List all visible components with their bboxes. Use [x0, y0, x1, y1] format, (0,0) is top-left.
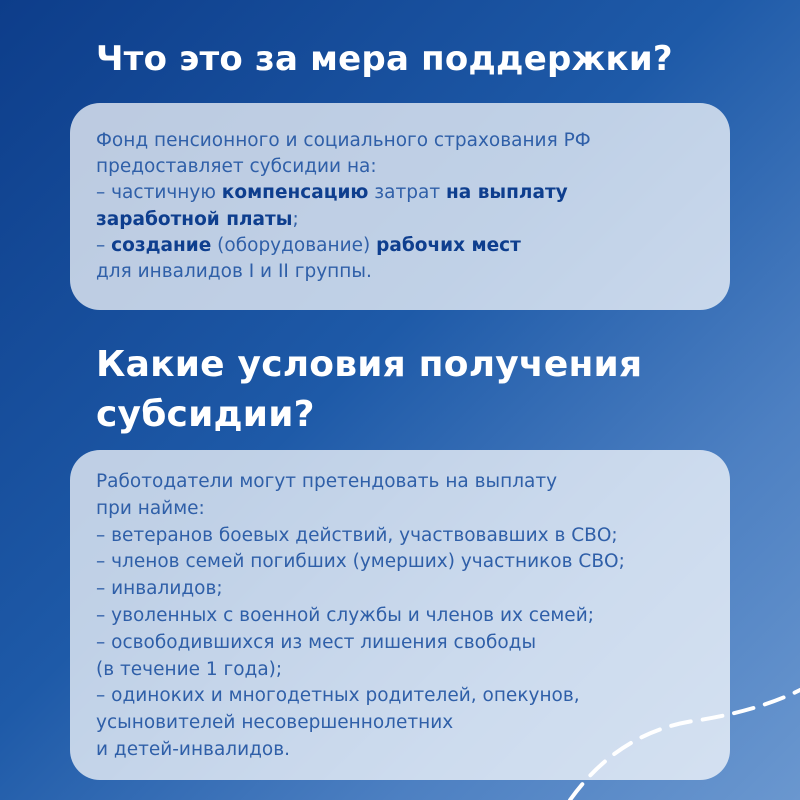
dashed-arc-icon — [560, 680, 800, 800]
card1-bold-run: заработной платы — [96, 208, 293, 230]
card1-run: ; — [292, 208, 299, 230]
card1-bold-run: компенсацию — [221, 182, 369, 204]
card1-bold-run: рабочих мест — [376, 234, 521, 256]
card2-line: – ветеранов боевых действий, участвовавших в СВО; — [96, 524, 618, 546]
card2-line: – инвалидов; — [96, 578, 223, 600]
card1-bold-run: создание — [111, 234, 212, 256]
card1-bold-run: на выплату — [445, 182, 568, 204]
card1-run: для инвалидов I и II группы. — [96, 261, 372, 283]
card2-line: усыновителей несовершеннолетних — [96, 712, 454, 734]
card1-run: Фонд пенсионного и социального страхования РФ — [96, 130, 591, 151]
card2-line: – освободившихся из мест лишения свободы — [96, 631, 537, 653]
card1-line — [96, 207, 704, 233]
card2-line: (в течение 1 года); — [96, 658, 283, 680]
card1-line — [96, 233, 704, 259]
card1-run: – — [96, 234, 112, 256]
support-measure-card — [70, 103, 730, 310]
card2-line: и детей-инвалидов. — [96, 738, 291, 760]
card1-line — [96, 180, 704, 206]
card1-line — [96, 154, 704, 180]
card1-run: предоставляет субсидии на: — [96, 156, 377, 178]
card2-line: Работодатели могут претендовать на выплату — [96, 471, 558, 492]
section2-title-line-1: Какие условия получения — [96, 344, 643, 385]
support-measure-text — [96, 128, 704, 285]
card2-line: – уволенных с военной службы и членов их семей; — [96, 604, 594, 626]
card2-line: – членов семей погибших (умерших) участников СВО; — [96, 551, 625, 573]
section2-title-line-2: субсидии? — [96, 394, 315, 435]
card2-line: при найме: — [96, 497, 205, 519]
card2-line: – одиноких и многодетных родителей, опекунов, — [96, 685, 580, 707]
card1-line — [96, 128, 704, 154]
section1-title: Что это за мера поддержки? — [96, 39, 673, 79]
card1-run: (оборудование) — [211, 234, 377, 256]
card1-run: – частичную — [96, 182, 222, 204]
card1-line — [96, 259, 704, 285]
card1-run: затрат — [368, 182, 446, 204]
section2-title — [96, 340, 642, 440]
